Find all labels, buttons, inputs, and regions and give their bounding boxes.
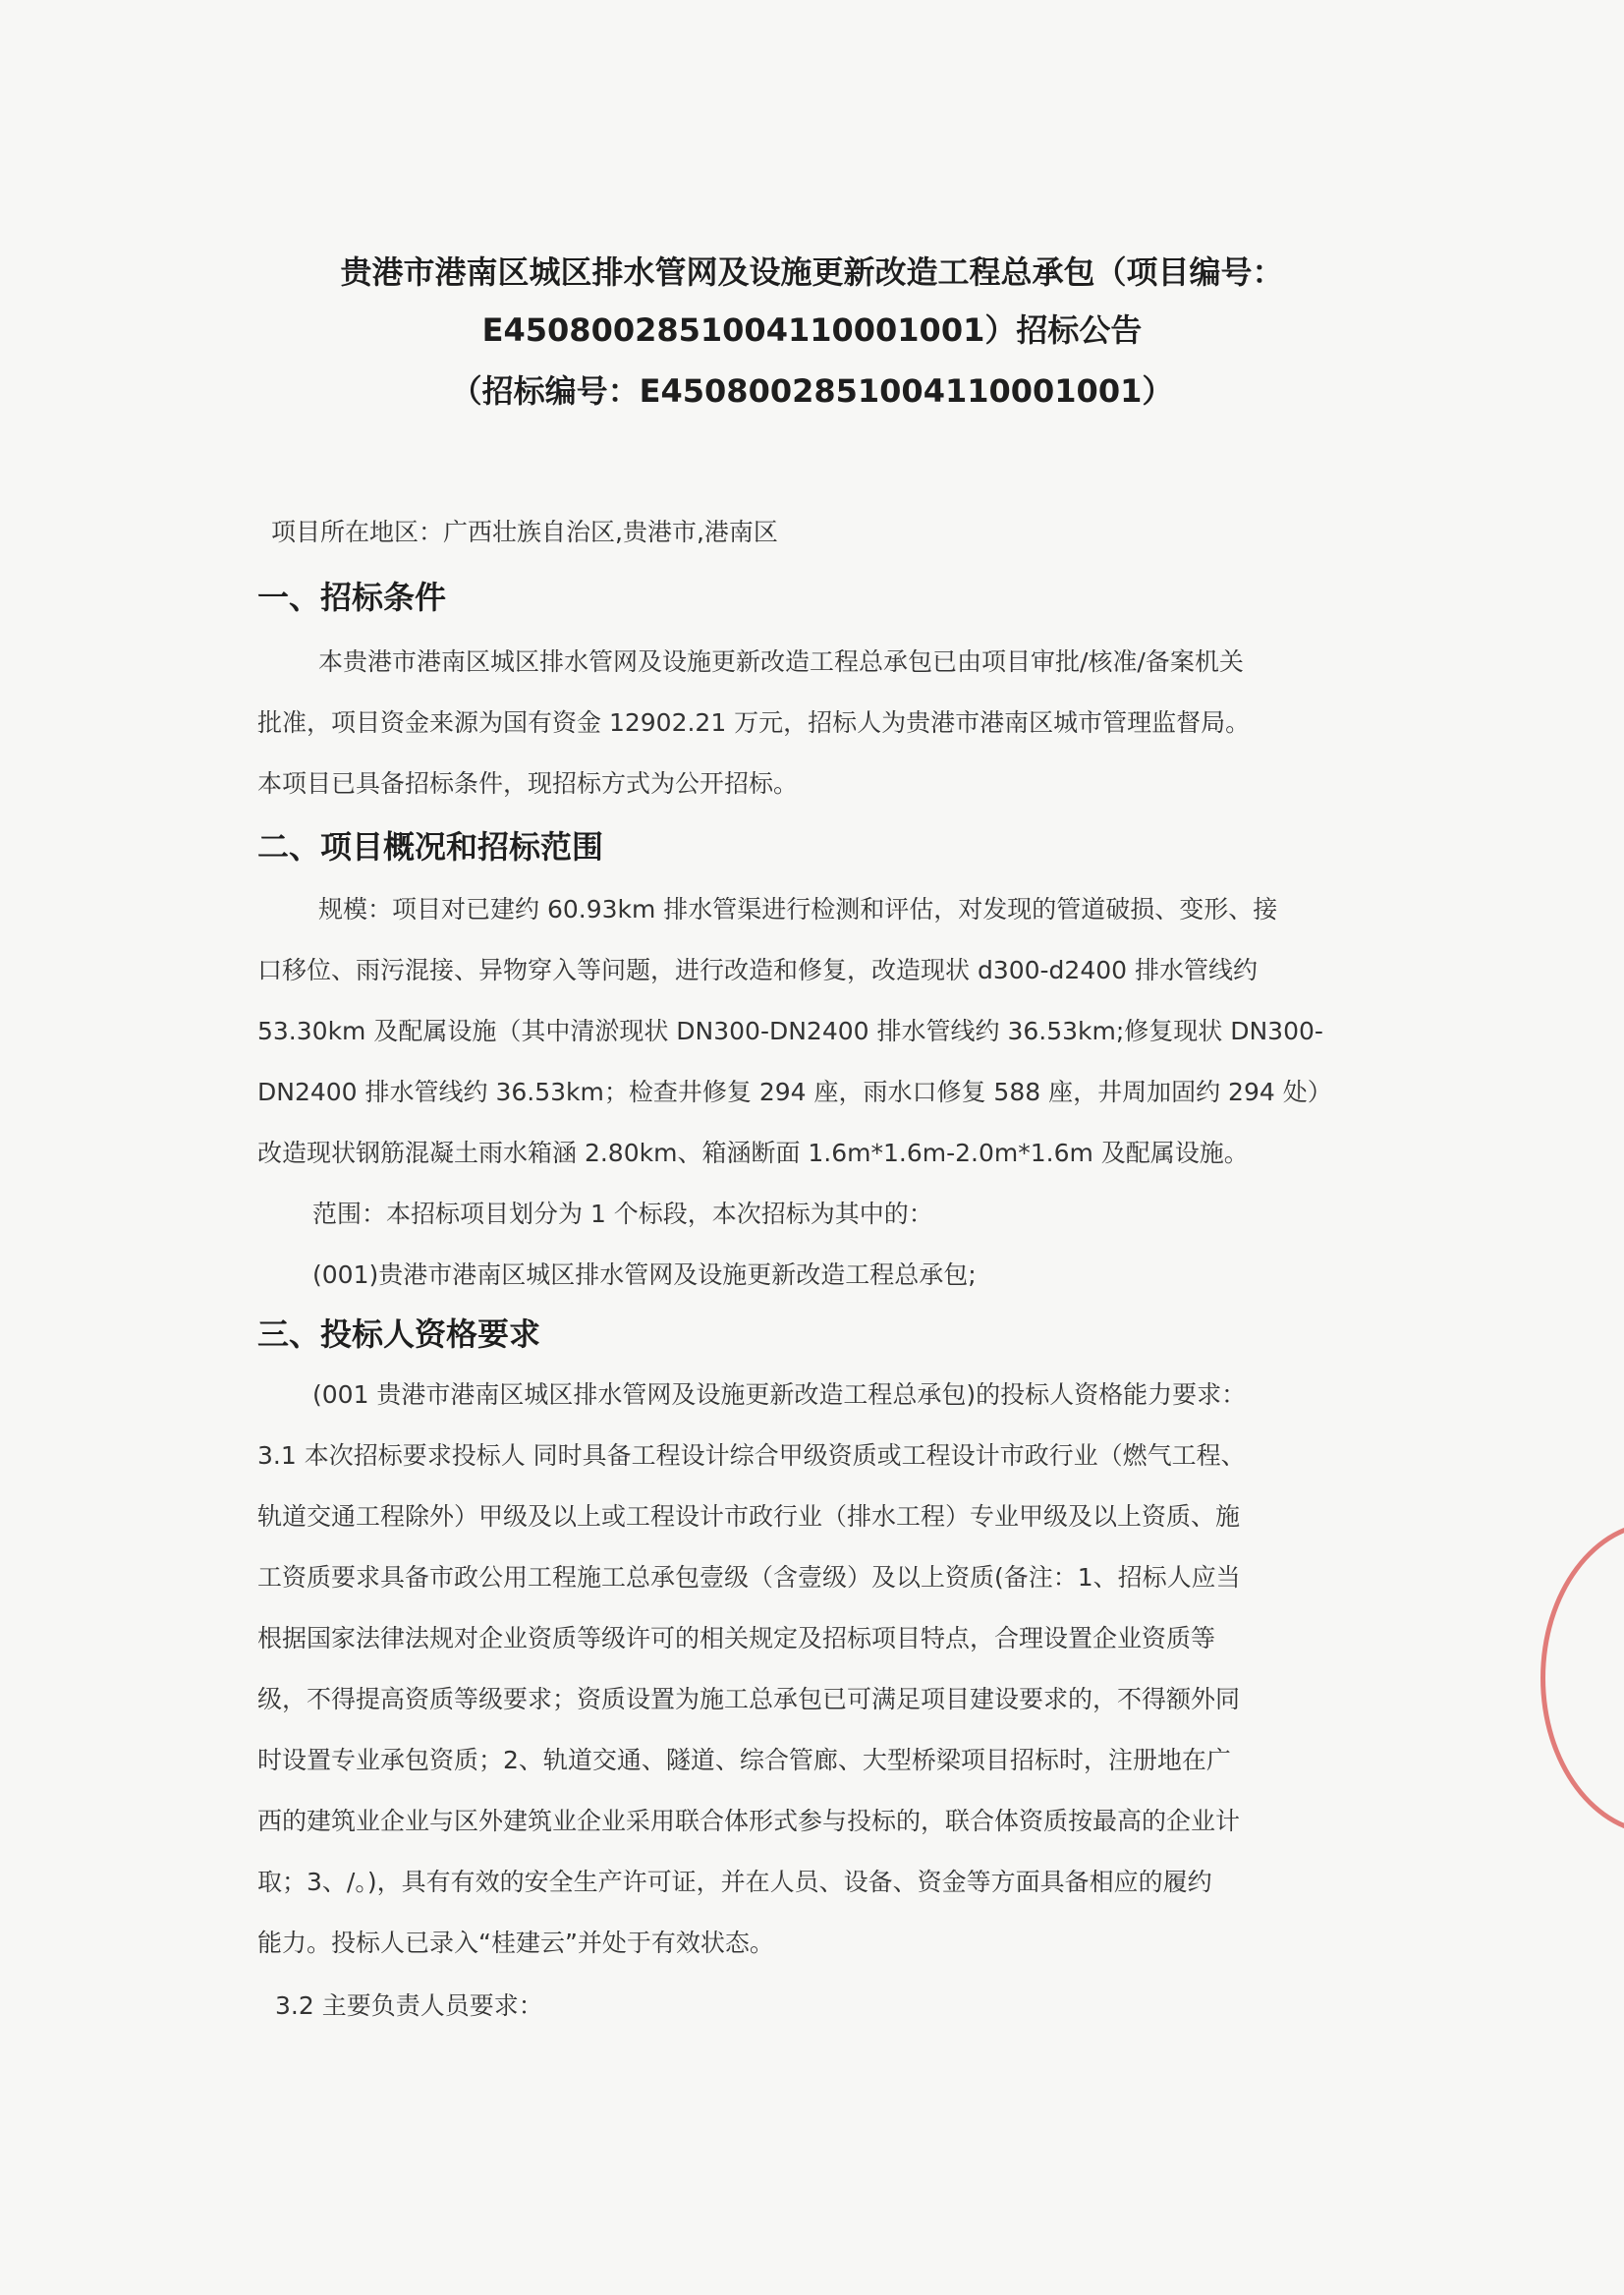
section-2-line: 范围：本招标项目划分为 1 个标段，本次招标为其中的： — [312, 1200, 933, 1228]
official-seal — [1540, 1521, 1624, 1835]
section-3-line: 西的建筑业企业与区外建筑业企业采用联合体形式参与投标的，联合体资质按最高的企业计 — [257, 1807, 1241, 1835]
section-1-line: 本贵港市港南区城区排水管网及设施更新改造工程总承包已由项目审批/核准/备案机关 — [318, 647, 1244, 676]
section-3-line: 级，不得提高资质等级要求；资质设置为施工总承包已可满足项目建设要求的，不得额外同 — [257, 1685, 1241, 1713]
section-3-line: 取；3、/。)，具有有效的安全生产许可证，并在人员、设备、资金等方面具备相应的履约 — [257, 1868, 1212, 1896]
section-1-heading: 一、招标条件 — [257, 579, 447, 616]
section-3-line: 能力。投标人已录入“桂建云”并处于有效状态。 — [257, 1929, 774, 1957]
section-2-heading: 二、项目概况和招标范围 — [257, 828, 604, 866]
title-line-1: 贵港市港南区城区排水管网及设施更新改造工程总承包（项目编号： — [340, 253, 1284, 291]
section-1-line: 批准，项目资金来源为国有资金 12902.21 万元，招标人为贵港市港南区城市管理监督局。 — [257, 708, 1251, 737]
section-3-line: 根据国家法律法规对企业资质等级许可的相关规定及招标项目特点，合理设置企业资质等 — [257, 1624, 1216, 1652]
section-1-line: 本项目已具备招标条件，现招标方式为公开招标。 — [257, 769, 799, 798]
title-line-2: E45080028510041100010​01）招标公告 — [481, 311, 1143, 349]
section-3-heading: 三、投标人资格要求 — [257, 1315, 541, 1353]
section-2-line: 口移位、雨污混接、异物穿入等问题，进行改造和修复，改造现状 d300-d2400 排水管线约 — [257, 956, 1258, 984]
section-3-line: (001 贵港市港南区城区排水管网及设施更新改造工程总承包)的投标人资格能力要求： — [312, 1380, 1247, 1409]
section-2-line: DN2400 排水管线约 36.53km；检查井修复 294 座，雨水口修复 588 座，井周加固约 294 处） — [257, 1078, 1332, 1106]
section-2-line: (001)贵港市港南区城区排水管网及设施更新改造工程总承包; — [312, 1260, 977, 1289]
section-3-line: 工资质要求具备市政公用工程施工总承包壹级（含壹级）及以上资质(备注：1、招标人应当 — [257, 1563, 1241, 1592]
section-3-line: 轨道交通工程除外）甲级及以上或工程设计市政行业（排水工程）专业甲级及以上资质、施 — [257, 1502, 1241, 1531]
project-location: 项目所在地区：广西壮族自治区,贵港市,港南区 — [271, 518, 778, 546]
title-line-3: （招标编号：E4508002851004110001001） — [450, 372, 1174, 410]
section-2-line: 改造现状钢筋混凝土雨水箱涵 2.80km、箱涵断面 1.6m*1.6m-2.0m*1.6m 及配属设施。 — [257, 1139, 1249, 1167]
section-3-line: 3.1 本次招标要求投标人 同时具备工程设计综合甲级资质或工程设计市政行业（燃气工程、 — [257, 1441, 1246, 1470]
section-3-line: 3.2 主要负责人员要求： — [275, 1991, 543, 2020]
section-3-line: 时设置专业承包资质；2、轨道交通、隧道、综合管廊、大型桥梁项目招标时，注册地在广 — [257, 1746, 1231, 1774]
section-2-line: 规模：项目对已建约 60.93km 排水管渠进行检测和评估，对发现的管道破损、变形、接 — [318, 895, 1278, 924]
section-2-line: 53.30km 及配属设施（其中清淤现状 DN300-DN2400 排水管线约 36.53km;修复现状 DN300- — [257, 1017, 1323, 1045]
